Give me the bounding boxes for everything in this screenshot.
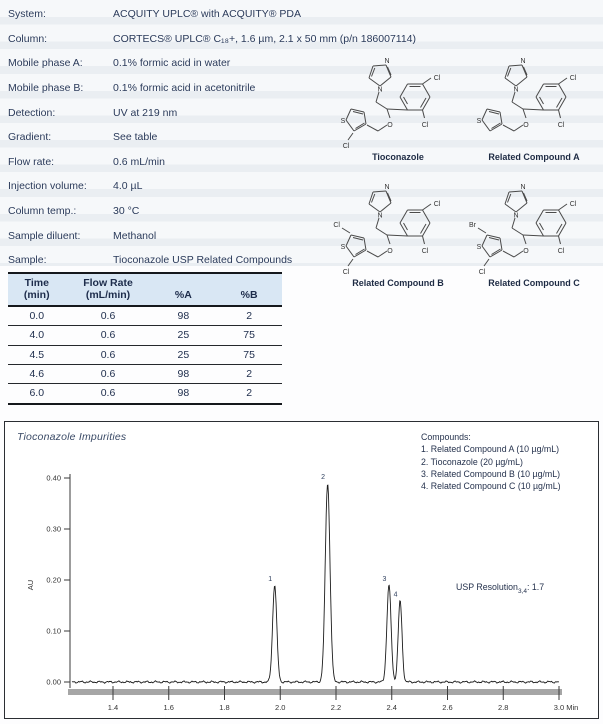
svg-text:2.4: 2.4: [386, 703, 397, 712]
svg-text:Cl: Cl: [421, 122, 429, 129]
svg-text:Cl: Cl: [569, 75, 577, 82]
legend-title: Compounds:: [421, 432, 471, 442]
legend-items: [421, 443, 561, 492]
svg-text:N: N: [513, 212, 519, 220]
svg-text:1.6: 1.6: [163, 703, 174, 712]
svg-text:Cl: Cl: [557, 248, 565, 255]
condition-label: Detection:: [8, 106, 56, 119]
structure-cell: [466, 40, 602, 162]
svg-text:0.00: 0.00: [46, 677, 61, 687]
condition-row: [8, 199, 338, 224]
condition-row: [8, 150, 338, 175]
condition-value: UV at 219 nm: [113, 106, 178, 119]
condition-row: [8, 174, 338, 199]
structures-grid: [330, 40, 602, 288]
condition-value: CORTECS® UPLC® C₁₈+, 1.6 µm, 2.1 x 50 mm (p/n 186007114): [113, 32, 417, 45]
usp-resolution-annotation: [456, 582, 544, 595]
structure-caption: Related Compound C: [488, 278, 580, 288]
chromatogram-panel: [4, 421, 599, 719]
condition-value: Methanol: [113, 229, 157, 242]
condition-value: Tioconazole USP Related Compounds: [113, 254, 293, 267]
usp-annotation-suffix: : 1.7: [527, 582, 545, 592]
legend-item: 3. Related Compound B (10 µg/mL): [421, 468, 561, 479]
svg-text:Cl: Cl: [342, 269, 350, 276]
gradient-table-row: [8, 384, 282, 404]
condition-label: System:: [8, 8, 46, 21]
condition-row: [8, 100, 338, 125]
gradient-table-cell: 0.6: [66, 384, 151, 404]
gradient-table-cell: 2: [216, 384, 282, 404]
gradient-table-cell: 0.6: [66, 345, 151, 364]
svg-text:N: N: [520, 58, 526, 65]
condition-value: ACQUITY UPLC® with ACQUITY® PDA: [113, 8, 301, 21]
svg-text:Cl: Cl: [569, 201, 577, 208]
gradient-table-cell: 2: [216, 364, 282, 383]
usp-annotation-prefix: USP Resolution: [456, 582, 518, 592]
condition-row: [8, 51, 338, 76]
structure-cell: [330, 40, 466, 162]
gradient-table-cell: 75: [216, 345, 282, 364]
svg-text:Cl: Cl: [433, 201, 441, 208]
legend-item: 2. Tioconazole (20 µg/mL): [421, 456, 523, 467]
gradient-table-cell: 2: [246, 309, 253, 322]
svg-text:O: O: [387, 122, 393, 129]
structure-caption: Tioconazole: [372, 152, 424, 162]
gradient-table-cell: 4.0: [8, 326, 66, 345]
svg-text:2.6: 2.6: [442, 703, 453, 712]
gradient-table-cell: 0.6: [66, 364, 151, 383]
condition-value: 4.0 µL: [113, 180, 143, 193]
condition-label: Injection volume:: [8, 180, 87, 193]
legend-item: 4. Related Compound C (10 µg/mL): [421, 481, 561, 492]
svg-text:AU: AU: [26, 579, 35, 591]
molecular-structure-drawing: [469, 55, 599, 151]
svg-text:0.30: 0.30: [46, 524, 61, 534]
condition-row: [8, 125, 338, 150]
svg-text:Cl: Cl: [557, 122, 565, 129]
chromatogram-title: Tioconazole Impurities: [17, 431, 127, 443]
gradient-table-cell: 98: [150, 384, 216, 404]
condition-row: [8, 27, 417, 52]
condition-label: Mobile phase A:: [8, 57, 83, 70]
legend-item: 1. Related Compound A (10 µg/mL): [421, 444, 560, 455]
svg-text:N: N: [384, 58, 390, 65]
gradient-table-cell: 4.5: [8, 345, 66, 364]
svg-text:S: S: [476, 244, 482, 251]
condition-label: Sample diluent:: [8, 229, 81, 242]
condition-value: 0.6 mL/min: [113, 155, 165, 168]
svg-text:2.2: 2.2: [330, 703, 342, 712]
gradient-table-cell: 0.0: [29, 309, 45, 322]
gradient-table-header: [8, 273, 282, 306]
svg-text:Cl: Cl: [333, 222, 340, 229]
svg-text:4: 4: [393, 591, 398, 599]
condition-row: [8, 76, 338, 101]
gradient-table-cell: 0.6: [100, 309, 116, 322]
svg-text:S: S: [340, 118, 346, 125]
molecular-structure-drawing: [333, 181, 463, 277]
gradient-column-header: %A: [150, 273, 216, 306]
gradient-table-cell: 25: [150, 345, 216, 364]
svg-text:1.8: 1.8: [219, 703, 230, 712]
condition-label: Column temp.:: [8, 205, 77, 218]
svg-text:0.40: 0.40: [46, 473, 61, 483]
structure-cell: [466, 162, 602, 288]
gradient-table-cell: 0.6: [66, 326, 151, 345]
gradient-table-row: [8, 364, 282, 383]
condition-value: See table: [113, 131, 158, 144]
condition-label: Mobile phase B:: [8, 82, 84, 95]
gradient-column-header: Time (min): [8, 273, 66, 306]
gradient-table-cell: 98: [177, 309, 190, 322]
gradient-table-cell: 75: [216, 326, 282, 345]
svg-text:Cl: Cl: [478, 269, 486, 276]
svg-text:1: 1: [268, 576, 273, 584]
gradient-table-cell: 4.6: [8, 364, 66, 383]
condition-label: Sample:: [8, 254, 47, 267]
condition-row: [8, 223, 338, 248]
svg-text:Cl: Cl: [421, 248, 429, 255]
gradient-column-header: %B: [216, 273, 282, 306]
gradient-table-row: [8, 306, 282, 326]
usp-annotation-subscript: 3,4: [517, 587, 527, 595]
svg-text:1.4: 1.4: [107, 703, 119, 712]
svg-text:3.0 Min: 3.0 Min: [553, 703, 579, 712]
svg-text:2.0: 2.0: [275, 703, 286, 712]
structure-caption: Related Compound B: [352, 278, 444, 288]
structure-caption: Related Compound A: [488, 152, 580, 162]
molecular-structure-drawing: [469, 181, 599, 277]
svg-text:N: N: [377, 86, 383, 94]
structure-cell: [330, 162, 466, 288]
svg-text:3: 3: [382, 576, 387, 584]
svg-text:N: N: [384, 184, 390, 191]
svg-text:Br: Br: [469, 222, 476, 229]
chromatogram-legend: [421, 431, 561, 492]
svg-text:S: S: [476, 118, 482, 125]
svg-text:O: O: [523, 122, 529, 129]
svg-text:0.20: 0.20: [46, 575, 61, 585]
condition-value: 30 °C: [113, 205, 140, 218]
gradient-table-cell: 25: [150, 326, 216, 345]
svg-text:N: N: [513, 86, 519, 94]
molecular-structure-drawing: [333, 55, 463, 151]
condition-row: [8, 2, 338, 27]
svg-text:N: N: [520, 184, 526, 191]
condition-row: [8, 248, 338, 273]
svg-text:S: S: [340, 244, 346, 251]
svg-text:O: O: [523, 248, 529, 255]
gradient-column-header: Flow Rate (mL/min): [66, 273, 151, 306]
svg-text:N: N: [377, 212, 383, 220]
gradient-table-row: [8, 345, 282, 364]
svg-text:Cl: Cl: [433, 75, 441, 82]
condition-value: 0.1% formic acid in water: [113, 57, 231, 70]
condition-value: 0.1% formic acid in acetonitrile: [113, 82, 256, 95]
gradient-table-cell: 98: [150, 364, 216, 383]
condition-label: Column:: [8, 32, 48, 45]
gradient-table-cell: 6.0: [8, 384, 66, 404]
condition-label: Flow rate:: [8, 155, 55, 168]
svg-text:2.8: 2.8: [498, 703, 509, 712]
svg-text:Cl: Cl: [342, 143, 350, 150]
condition-label: Gradient:: [8, 131, 52, 144]
gradient-table-row: [8, 326, 282, 345]
gradient-table: [8, 272, 282, 405]
svg-text:0.10: 0.10: [46, 626, 61, 636]
svg-text:2: 2: [321, 474, 326, 482]
svg-text:O: O: [387, 248, 393, 255]
